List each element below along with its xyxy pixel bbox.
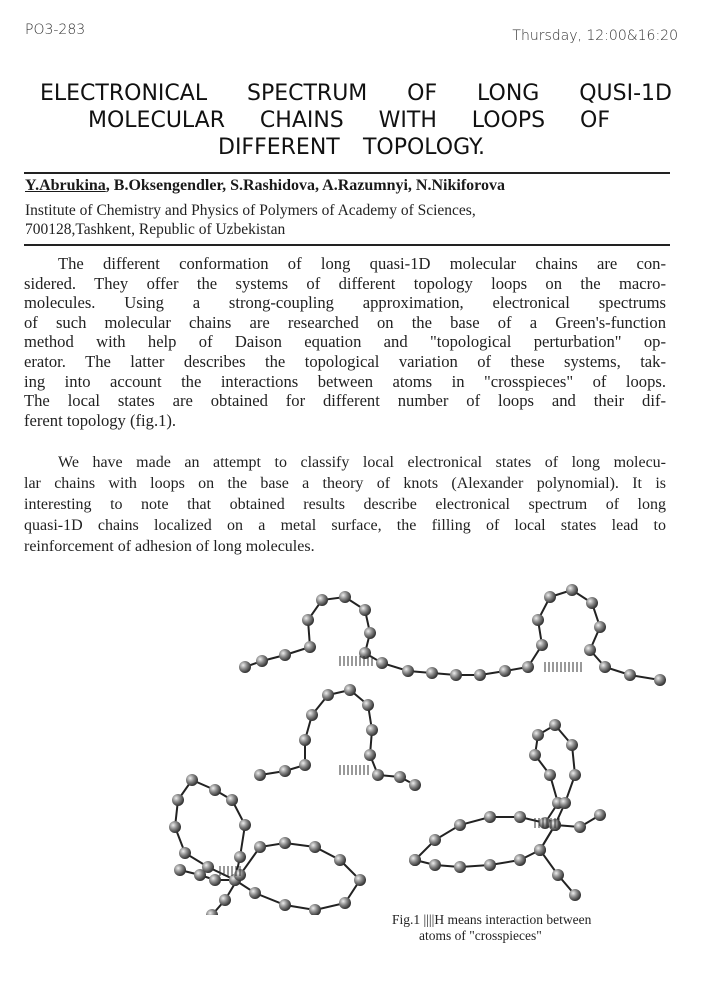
atom [339, 591, 351, 603]
atom [219, 894, 231, 906]
atom [334, 854, 346, 866]
atom [594, 621, 606, 633]
presenting-author: Y.Abrukina [25, 177, 106, 194]
text-line: We have made an attempt to classify local electronical states of long molecu- [58, 454, 666, 471]
atom [536, 639, 548, 651]
text-line: lar chains with loops on the base a theory of knots (Alexander polynomial). It is [24, 475, 666, 492]
atom [254, 841, 266, 853]
text-line: sidered. They offer the systems of different topology loops on the macro- [24, 273, 666, 293]
text-line: molecules. Using a strong-coupling approximation, electronical spectrums [24, 293, 666, 313]
atom [299, 734, 311, 746]
atom [599, 661, 611, 673]
atom [566, 584, 578, 596]
atom [484, 859, 496, 871]
authors [25, 177, 505, 195]
atom [559, 797, 571, 809]
atom [279, 765, 291, 777]
atom [394, 771, 406, 783]
atom [344, 684, 356, 696]
atom [316, 594, 328, 606]
atom [624, 669, 636, 681]
title-line: ELECTRONICAL SPECTRUM OF LONG QUSI-1D [40, 81, 672, 106]
atom [362, 699, 374, 711]
atom [169, 821, 181, 833]
atom [584, 644, 596, 656]
atom [279, 899, 291, 911]
atom [256, 655, 268, 667]
divider [24, 172, 670, 174]
atom [429, 859, 441, 871]
poster-code: PO3-283 [25, 22, 86, 38]
atom [522, 661, 534, 673]
abstract-paragraph-2 [24, 452, 666, 557]
atom [364, 749, 376, 761]
text-line: erator. The latter describes the topological variation of these systems, tak- [24, 351, 666, 371]
atom [372, 769, 384, 781]
affiliation-line: 700128,Tashkent, Republic of Uzbekistan [25, 221, 286, 238]
divider [24, 244, 670, 246]
atom [376, 657, 388, 669]
text-line: The local states are obtained for different number of loops and their dif- [24, 391, 666, 411]
atom [174, 864, 186, 876]
atom [322, 689, 334, 701]
atom [539, 817, 551, 829]
atom [402, 665, 414, 677]
atom [529, 749, 541, 761]
abstract-paragraph-1 [24, 254, 666, 430]
title-line: DIFFERENT TOPOLOGY. [218, 135, 485, 160]
atom [499, 665, 511, 677]
caption-line: atoms of "crosspieces" [419, 928, 542, 943]
figure-caption [392, 912, 591, 944]
atom [534, 844, 546, 856]
atom [450, 669, 462, 681]
figure-molecular-chains [160, 575, 680, 915]
atom [514, 811, 526, 823]
atom [279, 649, 291, 661]
affiliation-line: Institute of Chemistry and Physics of Polymers of Academy of Sciences, [25, 202, 476, 219]
atom [209, 874, 221, 886]
atom [484, 811, 496, 823]
atom [586, 597, 598, 609]
atom [239, 819, 251, 831]
atom [309, 841, 321, 853]
atom [339, 897, 351, 909]
atom [239, 661, 251, 673]
atom [574, 821, 586, 833]
text-line: method with help of Daison equation and "topological perturbation" op- [24, 332, 666, 352]
atom [234, 851, 246, 863]
atom [359, 604, 371, 616]
text-line: The different conformation of long quasi-1D molecular chains are con- [58, 254, 666, 273]
atom [172, 794, 184, 806]
molecule-bond [415, 725, 575, 867]
atom [454, 861, 466, 873]
text-line: ferent topology (fig.1). [24, 410, 177, 430]
molecule-bond [175, 780, 360, 915]
atom [532, 729, 544, 741]
atom [309, 904, 321, 915]
atom [474, 669, 486, 681]
atom [359, 647, 371, 659]
atom [552, 869, 564, 881]
atom [279, 837, 291, 849]
atom [209, 784, 221, 796]
atom [366, 724, 378, 736]
atom [549, 719, 561, 731]
atom [514, 854, 526, 866]
atom [544, 591, 556, 603]
atom [594, 809, 606, 821]
caption-line: Fig.1 ||||H means interaction between [392, 912, 592, 927]
atom [569, 889, 581, 901]
atom [454, 819, 466, 831]
atom [364, 627, 376, 639]
atom [532, 614, 544, 626]
atom [299, 759, 311, 771]
atom [409, 779, 421, 791]
affiliation [25, 201, 476, 239]
text-line: interesting to note that obtained results describe electronical spectrum of long [24, 496, 666, 513]
atom [654, 674, 666, 686]
atom [306, 709, 318, 721]
atom [409, 854, 421, 866]
atom [249, 887, 261, 899]
atom [426, 667, 438, 679]
session-time: Thursday, 12:00&16:20 [512, 28, 678, 44]
title-line: MOLECULAR CHAINS WITH LOOPS OF [88, 108, 610, 133]
co-authors: , B.Oksengendler, S.Rashidova, A.Razumnyi, N.Nikiforova [105, 177, 505, 194]
text-line: reinforcement of adhesion of long molecules. [24, 538, 315, 555]
atom [179, 847, 191, 859]
atom [569, 769, 581, 781]
atom [302, 614, 314, 626]
atom [202, 861, 214, 873]
atom [429, 834, 441, 846]
text-line: quasi-1D chains localized on a metal surface, the filling of local states lead to [24, 517, 666, 534]
text-line: ing into account the interactions between atoms in "crosspieces" of loops. [24, 371, 666, 391]
atom [186, 774, 198, 786]
text-line: of such molecular chains are researched on the base of a Green's-function [24, 312, 666, 332]
atom [544, 769, 556, 781]
atom [304, 641, 316, 653]
atom [226, 794, 238, 806]
atom [566, 739, 578, 751]
atom [354, 874, 366, 886]
paper-title [30, 80, 680, 161]
atom [254, 769, 266, 781]
molecule-bond [540, 825, 575, 895]
